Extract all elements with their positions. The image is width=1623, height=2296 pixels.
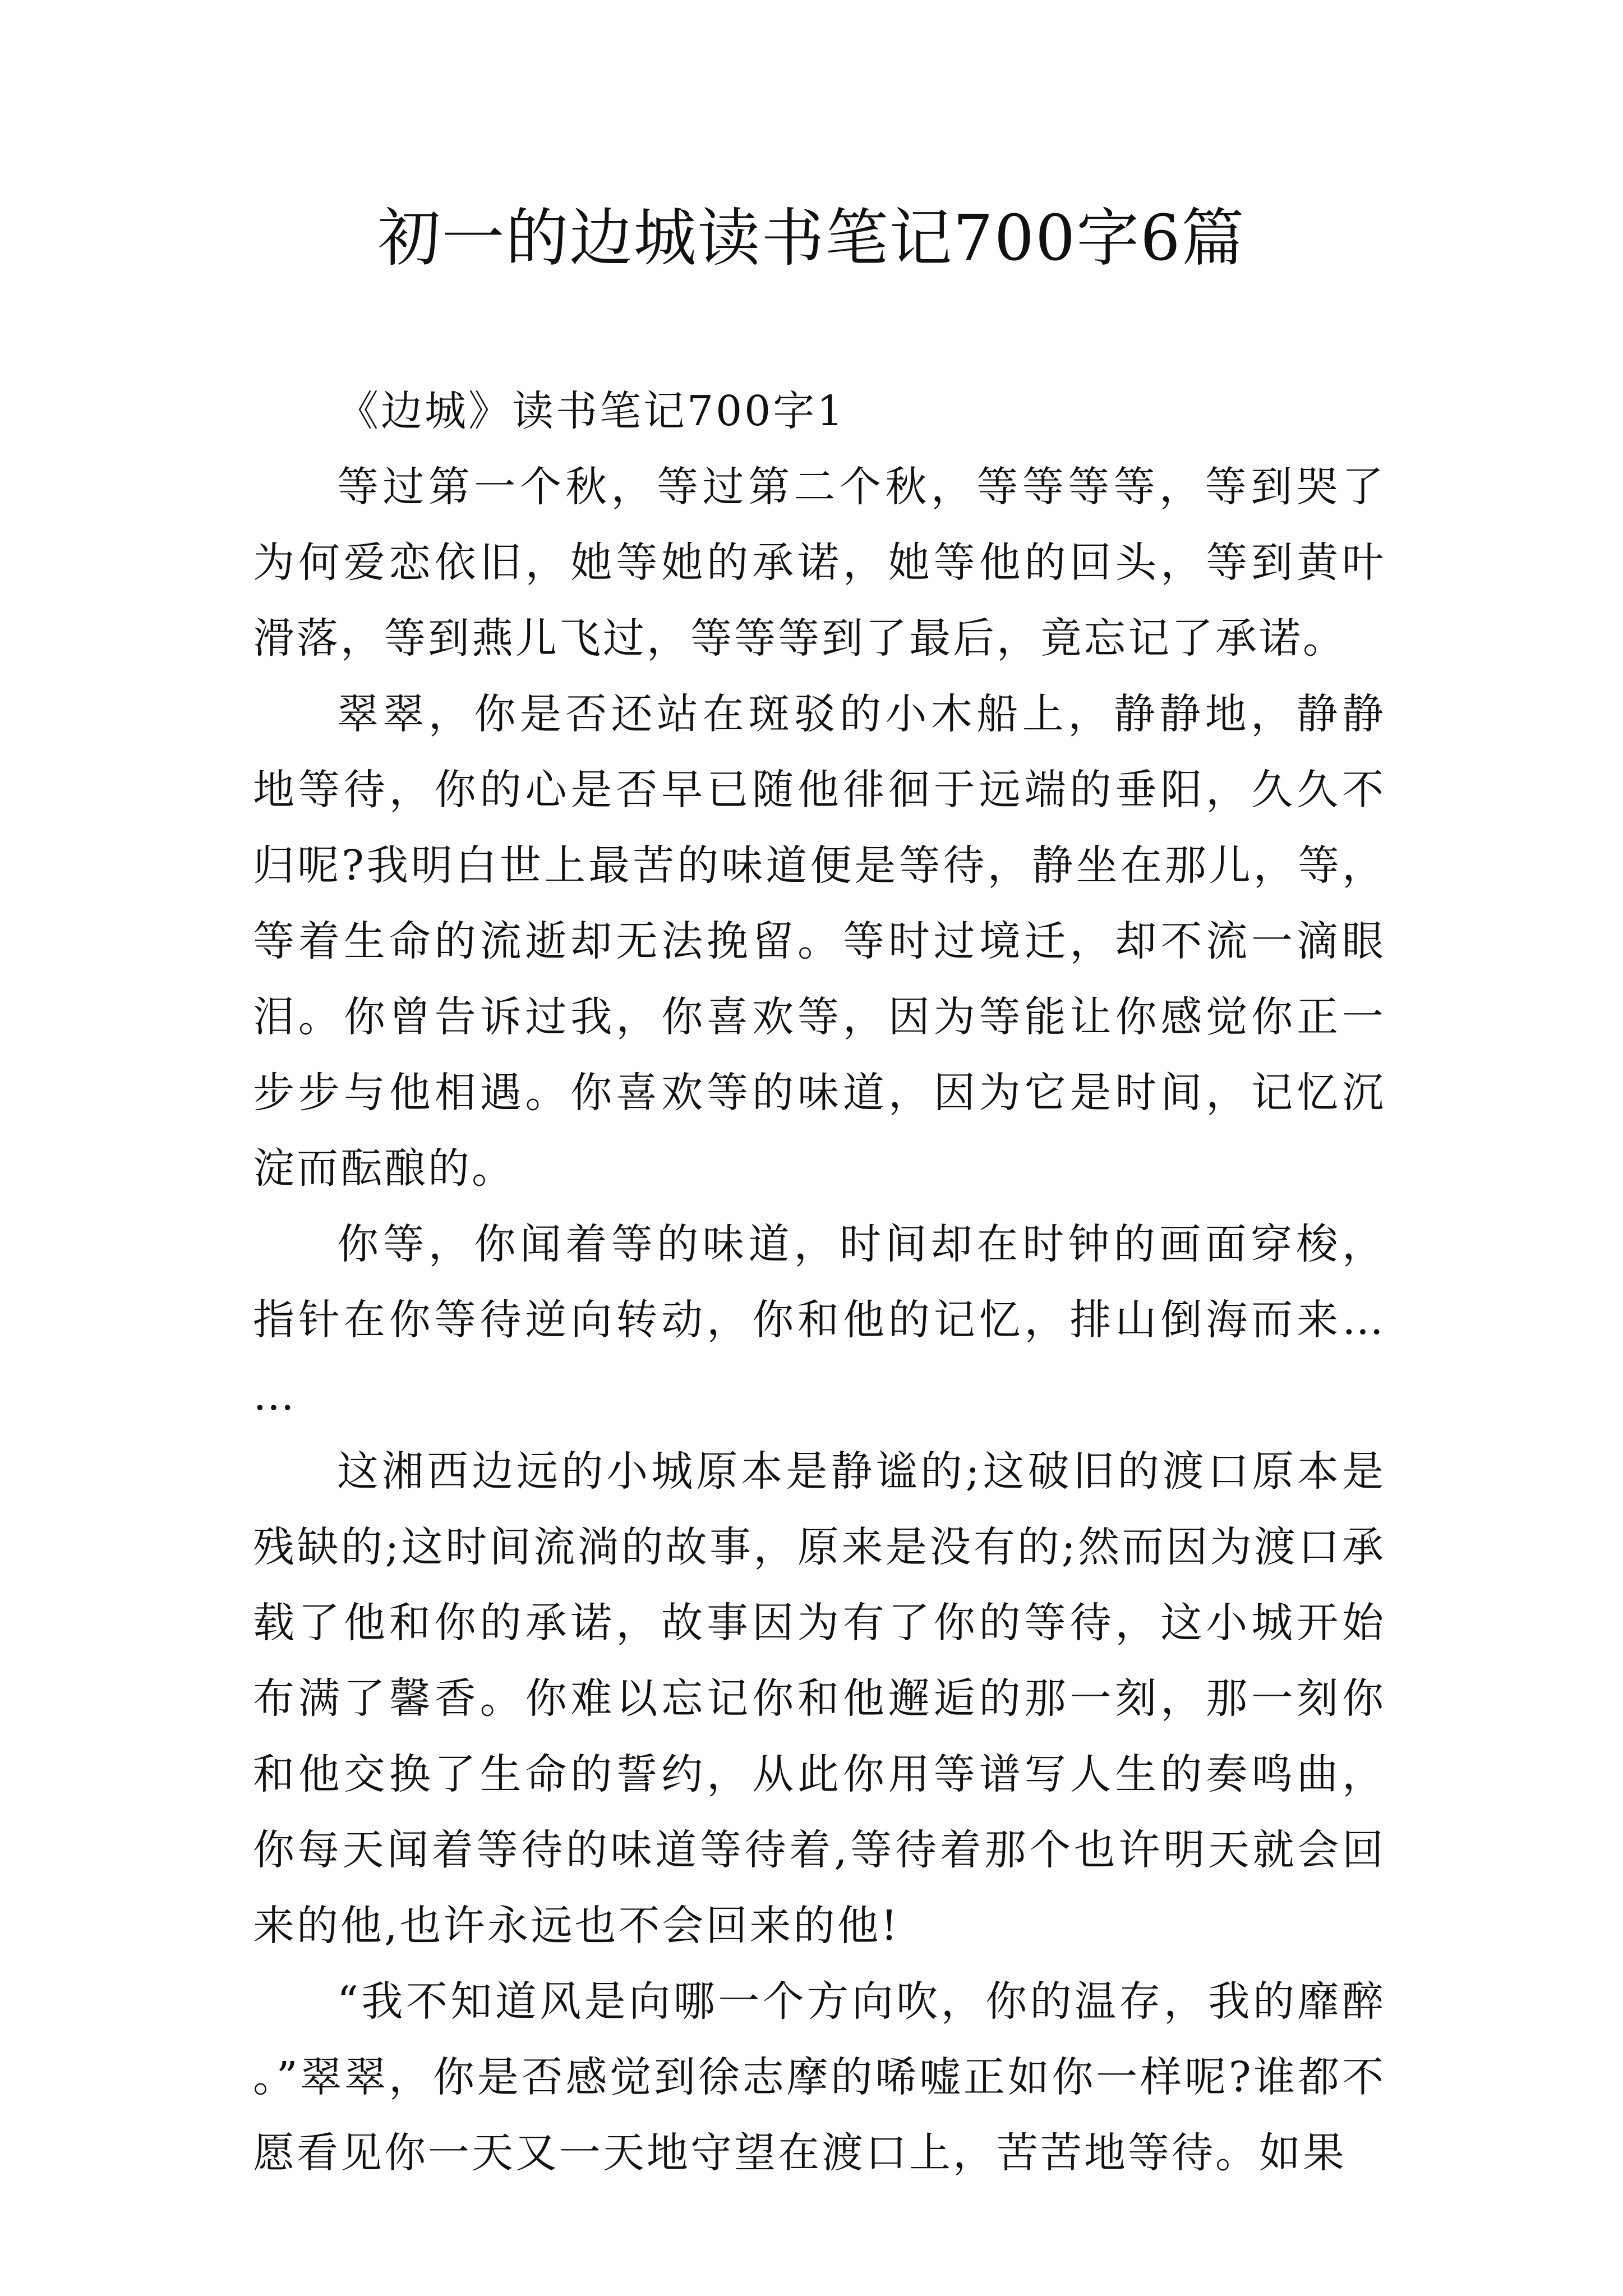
paragraph: 翠翠，你是否还站在斑驳的小木船上，静静地，静静地等待，你的心是否早已随他徘徊于远端的垂阳，久久不归呢?我明白世上最苦的味道便是等待，静坐在那儿，等，等着生命的流逝却无法挽留。等时过境迁，却不流一滴眼泪。你曾告诉过我，你喜欢等，因为等能让你感觉你正一步步与他相遇。你喜欢等的味道，因为它是时间，记忆沉淀而酝酿的。 bbox=[253, 690, 1386, 1193]
paragraph: 等过第一个秋，等过第二个秋，等等等等，等到哭了为何爱恋依旧，她等她的承诺，她等他的回头，等到黄叶滑落，等到燕儿飞过，等等等到了最后，竟忘记了承诺。 bbox=[253, 463, 1386, 662]
document-body bbox=[253, 374, 1386, 2191]
paragraph: “我不知道风是向哪一个方向吹，你的温存，我的靡醉。”翠翠，你是否感觉到徐志摩的唏嘘正如你一样呢?谁都不愿看见你一天又一天地守望在渡口上，苦苦地等待。如果 bbox=[253, 1977, 1386, 2177]
section-heading: 《边城》读书笔记700字1 bbox=[337, 387, 846, 435]
document-title: 初一的边城读书笔记700字6篇 bbox=[377, 202, 1246, 275]
paragraph: 这湘西边远的小城原本是静谧的;这破旧的渡口原本是残缺的;这时间流淌的故事，原来是没有的;然而因为渡口承载了他和你的承诺，故事因为有了你的等待，这小城开始布满了馨香。你难以忘记你和他邂逅的那一刻，那一刻你和他交换了生命的誓约，从此你用等谱写人生的奏鸣曲，你每天闻着等待的味道等待着,等待着那个也许明天就会回来的他,也许永远也不会回来的他! bbox=[253, 1447, 1386, 1950]
paragraph: 你等，你闻着等的味道，时间却在时钟的画面穿梭，指针在你等待逆向转动，你和他的记忆，排山倒海而来…… bbox=[253, 1220, 1386, 1420]
